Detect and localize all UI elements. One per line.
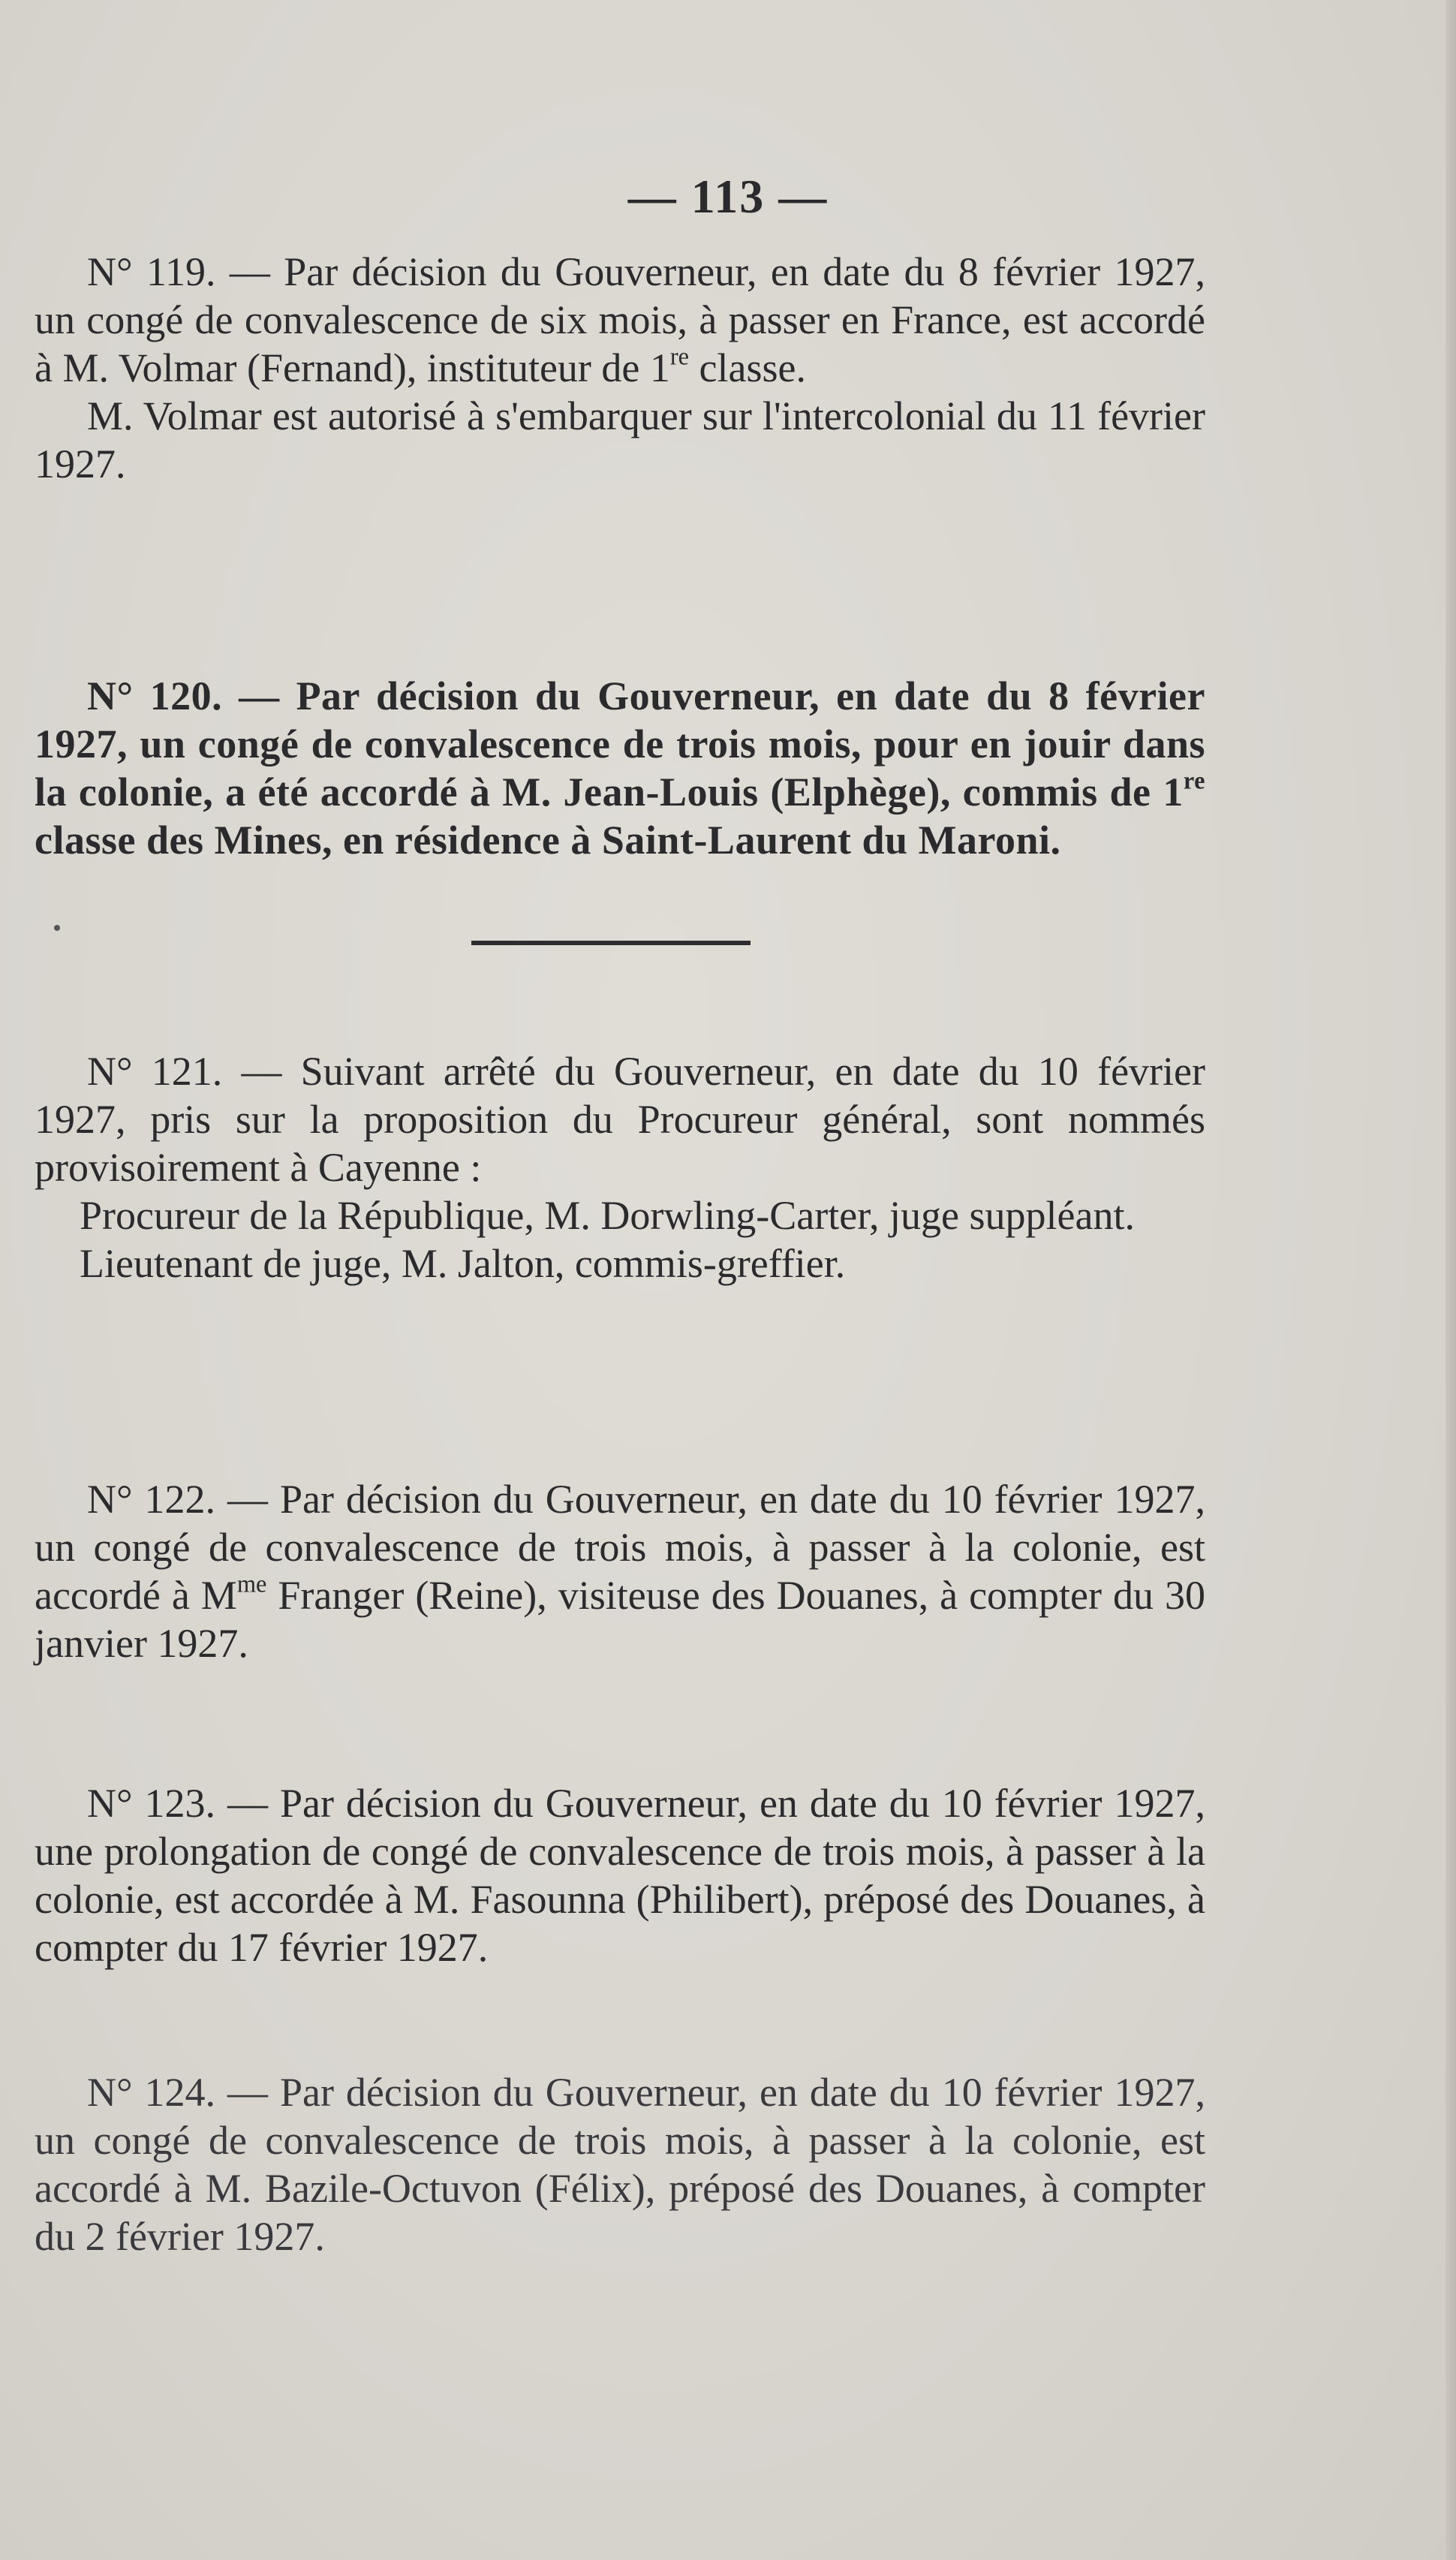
entry-119-text [35,248,1205,392]
entry-123 [35,1779,1205,1971]
entry-121-item-lieutenant: Lieutenant de juge, M. Jalton, commis-greffier. [80,1241,846,1286]
entry-120-superscript: re [1183,767,1205,795]
entry-121 [35,1047,1205,1288]
entry-120-text [35,672,1205,864]
entry-120-body: N° 120. — Par décision du Gouverneur, en date du 8 février 1927, un congé de convalescence de trois mois, pour en jouir dans la colonie, a été accordé à M. Jean-Louis (Elphège), commis de 1 [35,673,1205,815]
entry-122 [35,1475,1205,1667]
entry-122-body: N° 122. — Par décision du Gouverneur, en date du 10 février 1927, un congé de convalescence de trois mois, à passer à la colonie, est accordé à M [35,1477,1205,1618]
entry-120-tail: classe des Mines, en résidence à Saint-Laurent du Maroni. [35,818,1061,863]
section-divider [471,941,751,945]
entry-119-tail: classe. [689,345,806,390]
entry-123-text: N° 123. — Par décision du Gouverneur, en date du 10 février 1927, une prolongation de congé de convalescence de trois mois, à passer à la colonie, est accordée à M. Fasounna (Philibert), préposé des Douanes, à compter du 17 février 1927. [35,1781,1205,1970]
entry-122-superscript: me [236,1571,267,1598]
entry-124 [35,2068,1205,2260]
page-number: — 113 — [627,170,829,223]
entry-121-item-procureur: Procureur de la République, M. Dorwling-Carter, juge suppléant. [80,1193,1135,1238]
entry-119-body: N° 119. — Par décision du Gouverneur, en date du 8 février 1927, un congé de convalescence de six mois, à passer en France, est accordé à M. Volmar (Fernand), instituteur de 1 [35,249,1205,390]
entry-124-text: N° 124. — Par décision du Gouverneur, en date du 10 février 1927, un congé de convalescence de trois mois, à passer à la colonie, est accordé à M. Bazile-Octuvon (Félix), préposé des Douanes, à compter du 2 février 1927. [35,2070,1205,2259]
entry-119 [35,248,1205,488]
entry-119-note: M. Volmar est autorisé à s'embarquer sur l'intercolonial du 11 février 1927. [35,393,1205,486]
entry-122-text [35,1475,1205,1667]
entry-119-superscript: re [669,343,690,371]
entry-120 [35,672,1205,864]
entry-122-tail: Franger (Reine), visiteuse des Douanes, à compter du 30 janvier 1927. [35,1573,1205,1666]
page-edge-shadow [1445,0,1456,2560]
ink-speck [54,925,60,931]
entry-121-text: N° 121. — Suivant arrêté du Gouverneur, en date du 10 février 1927, pris sur la proposition du Procureur général, sont nommés provisoirement à Cayenne : [35,1049,1205,1190]
